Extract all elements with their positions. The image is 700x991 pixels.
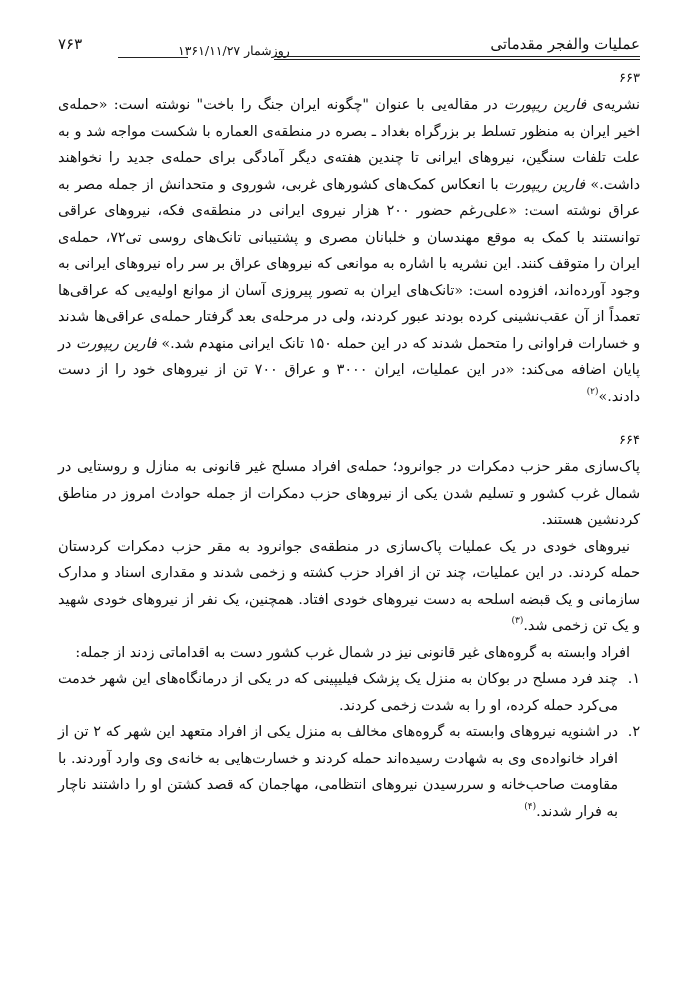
footnote-ref: (۲) <box>586 386 599 397</box>
book-section-title: عملیات والفجر مقدماتی <box>490 35 640 53</box>
entry-number: ۶۶۳ <box>619 71 640 86</box>
running-header <box>58 30 640 62</box>
body-paragraph <box>58 534 640 640</box>
footnote-ref: (۳) <box>511 616 524 626</box>
text-run: افراد وابسته به گروه‌های غیر قانونی نیز در شمال غرب کشور دست به اقداماتی زدند از جمله: <box>75 644 630 661</box>
header-rule <box>274 56 640 57</box>
chronicle-entry <box>58 432 640 825</box>
text-run: چند فرد مسلح در بوکان به منزل یک پزشک فیلیپینی که در یکی از درمانگاه‌های این شهر خدمت می‌کرد حمله کرده، او را به شدت زخمی کردند. <box>58 671 618 714</box>
page-body <box>58 70 640 825</box>
list-item <box>58 719 640 825</box>
text-run: نیروهای خودی در یک عملیات پاک‌سازی در منطقه‌ی جوانرود به مقر حزب دمکرات کردستان حمله کردند. در این عملیات، چند تن از افراد حزب کشته و زخمی شدند و مقداری اسناد و مدارک سازمانی و یک قبضه اسلحه به دست نیروهای خودی افتاد. همچنین، یک نفر از نیروهای خودی شهید و یک تن زخمی شد. <box>58 538 640 634</box>
publication-name: فارین ریپورت <box>503 176 586 193</box>
text-run: در مقاله‌یی با عنوان "چگونه ایران جنگ را باخت" نوشته است: «حمله‌ی اخیر ایران به منظور تسلط بر بزرگراه بغداد ـ بصره در منطقه‌ی العماره با شکست مواجه شد و به علت تلفات سنگین، نیروهای ایرانی تا چندین هفته‌ی دیگر آمادگی برای حمله‌ی جدید را نخواهند داشت.» <box>58 97 640 193</box>
text-run: پاک‌سازی مقر حزب دمکرات در جوانرود؛ حمله‌ی افراد مسلح غیر قانونی به منازل و روستایی در شمال غرب کشور و تسلیم شدن یکی از نیروهای حزب دمکرات از جمله حوادث امروز در مناطق کردنشین هستند. <box>58 459 640 528</box>
text-run: نشریه‌ی <box>586 97 640 113</box>
footnote-ref: (۴) <box>524 801 537 812</box>
list-item <box>58 666 640 719</box>
text-run: با انعکاس کمک‌های کشورهای غربی، شوروی و متحدانش از جمله مصر به عراق نوشته است: «علی‌رغم حضور ۲۰۰ هزار نیروی ایرانی در منطقه‌ی فکه، نیروهای عراقی توانستند با کمک به موقع مهندسان و خلبانان مصری و پشتیبانی تانک‌های روسی تی۷۲، حمله‌ی ایران را متوقف کنند. این نشریه با اشاره به موانعی که نیروهای عراق بر سر راه نیروهای ایرانی به وجود آورده‌اند، افزوده است: «تانک‌های ایران به تصور پیروزی آسان از موانع اولیه‌یی که عراقی‌ها تعمداً از آن عقب‌نشینی کرده بودند عبور کردند، ولی در مرحله‌ی بعد گرفتار حمله‌ی عراقی‌ها شدند و خسارات فراوانی را متحمل شدند که در این حمله ۱۵۰ تانک ایرانی منهدم شد.» <box>58 176 640 352</box>
chronicle-date: روزشمار ۱۳۶۱/۱۱/۲۷ <box>178 43 290 58</box>
header-rule <box>274 59 640 60</box>
chronicle-entry <box>58 70 640 410</box>
list-marker: ۲. <box>627 724 640 740</box>
text-run: در اشنویه نیروهای وابسته به گروه‌های مخالف به منزل یکی از افراد متعهد این شهر که ۲ تن از افراد خانواده‌ی وی به شهادت رسیده‌اند حمله کردند و خسارت‌هایی به خانه‌ی وی وارد آوردند. با مقاومت صاحب‌خانه و سررسیدن نیروهای انتظامی، مهاجمان که قصد کشتن او را داشتند ناچار به فرار شدند. <box>58 724 619 820</box>
body-paragraph <box>58 454 640 534</box>
numbered-list <box>58 666 640 825</box>
publication-name: فارین ریپورت <box>76 335 157 352</box>
header-rule <box>118 57 188 58</box>
list-marker: ۱. <box>627 671 640 687</box>
entry-number: ۶۶۴ <box>619 433 640 448</box>
text-run: در پایان اضافه می‌کند: «در این عملیات، ایران ۳۰۰۰ و عراق ۷۰۰ تن از نیروهای خود را از دست دادند.» <box>58 335 640 405</box>
publication-name: فارین ریپورت <box>504 97 587 113</box>
body-paragraph <box>58 92 640 410</box>
page-number: ۷۶۳ <box>58 35 83 53</box>
body-paragraph <box>58 640 640 667</box>
